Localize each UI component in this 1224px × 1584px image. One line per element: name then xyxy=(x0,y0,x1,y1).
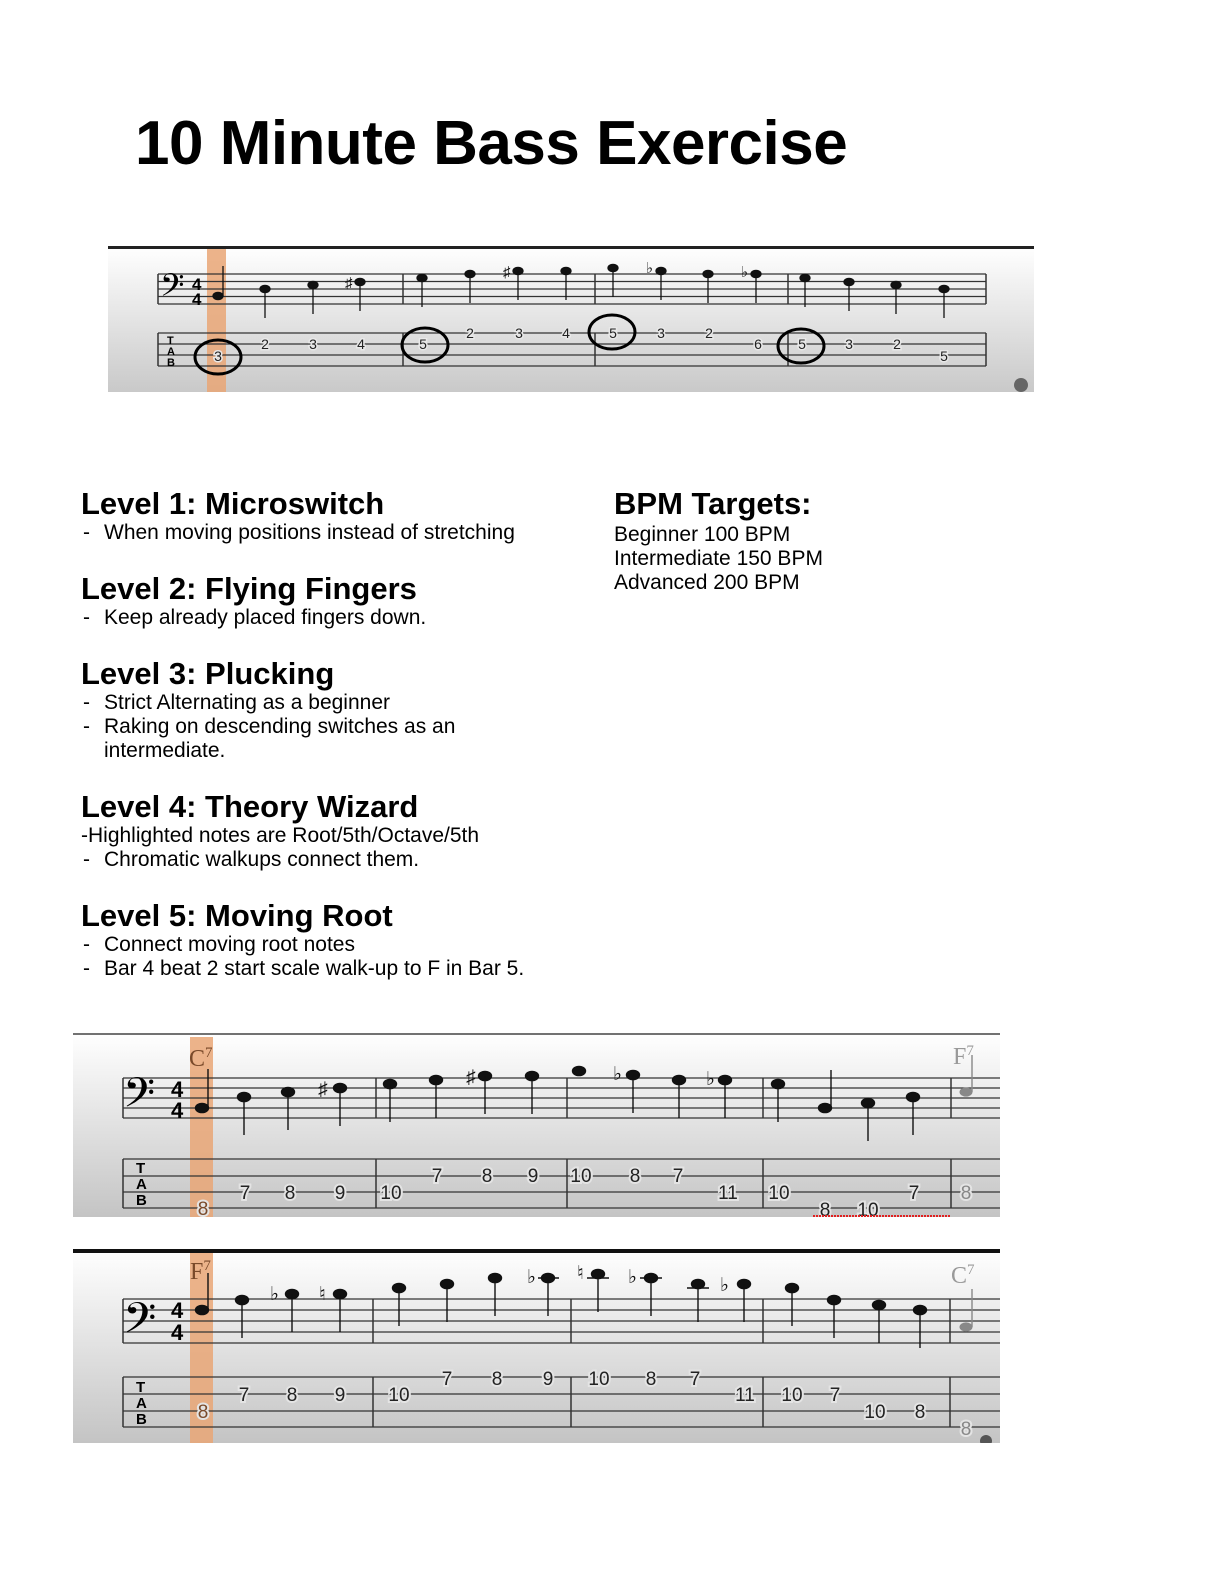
tab-number: 10 xyxy=(570,1166,592,1187)
bullet-item: - Keep already placed fingers down. xyxy=(81,606,581,630)
natural-icon: ♮ xyxy=(319,1284,326,1305)
flat-icon: ♭ xyxy=(706,1069,715,1090)
natural-icon: ♮ xyxy=(577,1263,584,1284)
level-heading: Level 2: Flying Fingers xyxy=(81,571,417,606)
tab-number: 7 xyxy=(239,1183,251,1204)
tab-number: 10 xyxy=(864,1402,886,1423)
tab-number: 11 xyxy=(718,1183,738,1204)
tab-number: 8 xyxy=(197,1199,209,1217)
bass-clef-icon: 𝄢 xyxy=(123,1070,156,1126)
flat-icon: ♭ xyxy=(628,1267,637,1288)
level-heading: Level 4: Theory Wizard xyxy=(81,789,419,824)
bullet-item: - When moving positions instead of stretching xyxy=(81,521,581,545)
page-title: 10 Minute Bass Exercise xyxy=(135,109,848,178)
bullet-item: - Raking on descending switches as an xyxy=(81,715,581,739)
tab-label: T xyxy=(167,335,174,347)
time-signature-top: 4 xyxy=(171,1298,184,1323)
tab-number: 8 xyxy=(491,1369,503,1390)
tab-number: 8 xyxy=(960,1183,972,1204)
flat-icon: ♭ xyxy=(741,264,749,281)
tab-number: 3 xyxy=(515,325,523,341)
tab-label: A xyxy=(136,1176,147,1193)
tab-number: 8 xyxy=(960,1419,972,1440)
flat-icon: ♭ xyxy=(720,1275,729,1296)
tab-number: 3 xyxy=(657,325,665,341)
tab-number: 4 xyxy=(562,325,570,341)
time-signature-bottom: 4 xyxy=(192,290,202,309)
level-3 xyxy=(81,657,581,763)
chord-label: $C^7$ xyxy=(189,1045,213,1072)
tab-number: 7 xyxy=(672,1166,684,1187)
bullet-item: - Connect moving root notes xyxy=(81,933,641,957)
tab-number: 5 xyxy=(798,336,806,352)
tab-number: 2 xyxy=(466,325,474,341)
tab-number: 10 xyxy=(781,1385,803,1406)
bpm-line: Intermediate 150 BPM xyxy=(614,547,823,570)
tab-number: 10 xyxy=(768,1183,790,1204)
tab-strip-1 xyxy=(108,246,1034,392)
flat-icon: ♭ xyxy=(646,260,654,277)
tab-number: 7 xyxy=(908,1183,920,1204)
tab-label: B xyxy=(167,357,175,369)
tab-number: 8 xyxy=(284,1183,296,1204)
tab-label: A xyxy=(136,1395,147,1412)
tab-label: A xyxy=(167,346,175,358)
flat-icon: ♭ xyxy=(270,1284,279,1305)
time-signature-bottom: 4 xyxy=(171,1320,184,1345)
bpm-line: Beginner 100 BPM xyxy=(614,523,791,546)
tab-label: B xyxy=(136,1192,147,1209)
tab-number: 11 xyxy=(735,1385,755,1406)
level-heading: Level 1: Microswitch xyxy=(81,486,385,521)
bass-clef-icon: 𝄢 xyxy=(160,269,185,311)
bullet-item: - Chromatic walkups connect them. xyxy=(81,848,581,872)
level-heading: Level 3: Plucking xyxy=(81,656,335,691)
tab-number: 8 xyxy=(286,1385,298,1406)
tab-number: 3 xyxy=(309,336,317,352)
tab-number: 7 xyxy=(689,1369,701,1390)
level-5 xyxy=(81,899,641,981)
level-4 xyxy=(81,790,581,872)
flat-icon: ♭ xyxy=(527,1267,536,1288)
time-signature-top: 4 xyxy=(192,275,202,294)
tab-number: 8 xyxy=(481,1166,493,1187)
time-signature-top: 4 xyxy=(171,1077,184,1102)
tab-number: 7 xyxy=(431,1166,443,1187)
tab-number: 5 xyxy=(419,336,427,352)
level-1 xyxy=(81,487,581,545)
tab-number: 8 xyxy=(197,1402,209,1423)
tab-number: 9 xyxy=(334,1385,346,1406)
time-signature-bottom: 4 xyxy=(171,1098,184,1123)
bass-clef-icon: 𝄢 xyxy=(123,1295,157,1353)
tab-strip-2 xyxy=(73,1033,1000,1217)
bpm-heading: BPM Targets: xyxy=(614,486,812,521)
settings-icon[interactable] xyxy=(1014,378,1028,392)
tab-number: 8 xyxy=(645,1369,657,1390)
tab-number: 2 xyxy=(261,336,269,352)
tab-number: 8 xyxy=(629,1166,641,1187)
tab-number: 8 xyxy=(914,1402,926,1423)
tab-label: B xyxy=(136,1411,147,1428)
tab-number: 7 xyxy=(238,1385,250,1406)
bpm-targets xyxy=(614,487,1014,595)
bullet-item: - Strict Alternating as a beginner xyxy=(81,691,581,715)
tab-label: T xyxy=(136,1379,146,1396)
bpm-line: Advanced 200 BPM xyxy=(614,571,800,594)
tab-number: 10 xyxy=(588,1369,610,1390)
level-2 xyxy=(81,572,581,630)
tab-number: 7 xyxy=(829,1385,841,1406)
tab-number: 5 xyxy=(609,325,617,341)
bullet-item: - Bar 4 beat 2 start scale walk-up to F in Bar 5. xyxy=(81,957,641,981)
tab-number: 9 xyxy=(527,1166,539,1187)
tab-number: 10 xyxy=(388,1385,410,1406)
tab-number: 10 xyxy=(380,1183,402,1204)
bullet-continuation: intermediate. xyxy=(104,739,226,762)
tab-number: 7 xyxy=(441,1369,453,1390)
tab-number: 10 xyxy=(857,1200,879,1217)
tab-number: 9 xyxy=(542,1369,554,1390)
tab-number: 2 xyxy=(893,336,901,352)
chord-label: $F^7$ xyxy=(190,1258,211,1285)
tab-number: 8 xyxy=(819,1200,831,1217)
sharp-icon: ♯ xyxy=(466,1067,476,1088)
tab-strip-3 xyxy=(73,1249,1000,1443)
chord-label: $C^7$ xyxy=(951,1262,975,1289)
sharp-icon: ♯ xyxy=(345,275,353,292)
tab-number: 3 xyxy=(214,348,222,364)
sharp-icon: ♯ xyxy=(318,1079,328,1100)
tab-label: T xyxy=(136,1160,146,1177)
tab-number: 3 xyxy=(845,336,853,352)
flat-icon: ♭ xyxy=(613,1064,622,1085)
tab-number: 2 xyxy=(705,325,713,341)
tab-number: 4 xyxy=(357,336,365,352)
tab-number: 6 xyxy=(754,336,762,352)
bullet-item: -Highlighted notes are Root/5th/Octave/5th xyxy=(81,824,480,847)
level-heading: Level 5: Moving Root xyxy=(81,898,393,933)
tab-number: 5 xyxy=(940,348,948,364)
sharp-icon: ♯ xyxy=(503,264,511,281)
tab-number: 9 xyxy=(334,1183,346,1204)
chord-label: $F^7$ xyxy=(953,1043,974,1070)
